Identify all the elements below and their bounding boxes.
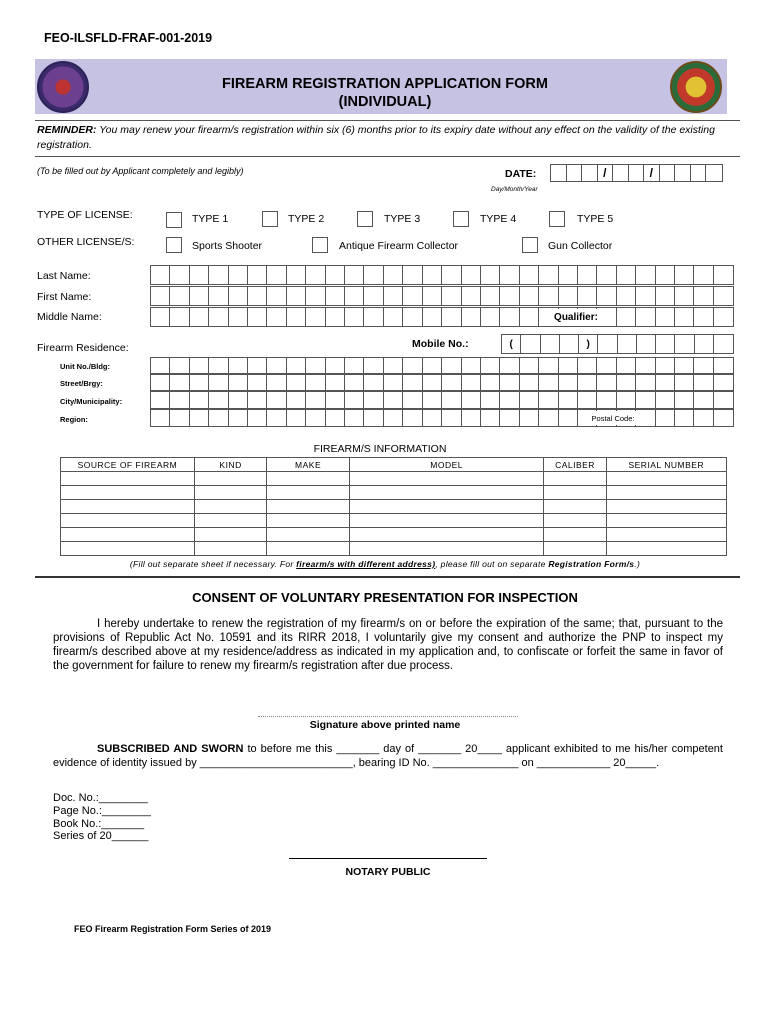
type-5-label: TYPE 5 (577, 213, 614, 225)
page-no: Page No.:________ (53, 804, 151, 817)
unit-field[interactable] (150, 357, 734, 374)
middle-name-label: Middle Name: (37, 311, 102, 323)
checkbox-type-2[interactable] (262, 211, 278, 227)
column-make: MAKE (267, 458, 350, 472)
form-title: FIREARM REGISTRATION APPLICATION FORM (222, 76, 548, 92)
mobile-field[interactable]: ( ) (501, 334, 734, 354)
column-caliber: CALIBER (544, 458, 606, 472)
reminder-text: You may renew your firearm/s registration within six (6) months prior to its expiry date without any effect on the validity of the existing registration. (37, 124, 715, 151)
checkbox-type-3[interactable] (357, 211, 373, 227)
table-row[interactable] (61, 472, 727, 486)
type-2-label: TYPE 2 (288, 213, 325, 225)
consent-title: CONSENT OF VOLUNTARY PRESENTATION FOR INSPECTION (192, 590, 578, 605)
checkbox-type-1[interactable] (166, 212, 182, 228)
firearm-note: (Fill out separate sheet if necessary. For firearm/s with different address), please fill out on separate Registration Form/s.) (129, 559, 641, 569)
firearm-info-title: FIREARM/S INFORMATION (313, 443, 447, 455)
antique-collector-label: Antique Firearm Collector (339, 240, 459, 252)
last-name-label: Last Name: (37, 270, 91, 282)
date-format-hint: Day/Month/Year (491, 186, 538, 193)
checkbox-type-5[interactable] (549, 211, 565, 227)
firearm-table-header (61, 458, 727, 472)
type-4-label: TYPE 4 (480, 213, 517, 225)
residence-label: Firearm Residence: (37, 342, 129, 354)
sworn-statement: SUBSCRIBED AND SWORN to before me this _______ day of _______ 20____ applicant exhibited to me his/her competent evidence of identity issued by _________________________, bearing ID No. ______________ on ____________ 20_____. (53, 743, 723, 769)
unit-label: Unit No./Bldg: (60, 362, 110, 371)
first-name-label: First Name: (37, 291, 92, 303)
column-source: SOURCE OF FIREARM (61, 458, 195, 472)
street-label: Street/Brgy: (60, 379, 103, 388)
checkbox-sports-shooter[interactable] (166, 237, 182, 253)
doc-no: Doc. No.:________ (53, 792, 148, 804)
firearm-table (60, 457, 727, 556)
type-3-label: TYPE 3 (384, 213, 421, 225)
form-code: FEO-ILSFLD-FRAF-001-2019 (44, 31, 213, 45)
street-field[interactable] (150, 374, 734, 391)
column-model: MODEL (349, 458, 544, 472)
sports-shooter-label: Sports Shooter (192, 240, 263, 252)
footer-text: FEO Firearm Registration Form Series of 2019 (74, 924, 272, 934)
table-row[interactable] (61, 542, 727, 556)
divider (35, 120, 740, 121)
last-name-field[interactable] (150, 265, 734, 285)
checkbox-gun-collector[interactable] (522, 237, 538, 253)
signature-label: Signature above printed name (309, 719, 461, 731)
column-kind: KIND (194, 458, 266, 472)
notary-signature-line[interactable] (289, 858, 487, 859)
region-label: Region: (60, 415, 88, 424)
reminder-label: REMINDER: (37, 124, 97, 136)
divider (35, 576, 740, 578)
notary-label: NOTARY PUBLIC (345, 866, 431, 878)
doc-details (53, 792, 151, 843)
column-serial: SERIAL NUMBER (606, 458, 726, 472)
table-row[interactable] (61, 500, 727, 514)
table-row[interactable] (61, 486, 727, 500)
divider (35, 156, 740, 157)
reminder (37, 123, 727, 153)
mobile-label: Mobile No.: (412, 338, 469, 350)
instruction-text: (To be filled out by Applicant completely and legibly) (37, 166, 244, 176)
consent-text: I hereby undertake to renew the registration of my firearm/s on or before the expiration of the same; that, pursuant to the provisions of Republic Act No. 10591 and its RIRR 2018, I voluntarily give my consent and authorize the PNP to inspect my firearm/s described above at my residence/address as indicated in my application and, to confiscate or forfeit the same in favor of the government for failure to renew my firearm/s registration after due process. (53, 618, 723, 672)
checkbox-antique-collector[interactable] (312, 237, 328, 253)
city-label: City/Municipality: (60, 397, 123, 406)
date-label: DATE: (505, 168, 537, 180)
series-no: Series of 20______ (53, 830, 149, 843)
first-name-field[interactable] (150, 286, 734, 306)
table-row[interactable] (61, 528, 727, 542)
other-license-label: OTHER LICENSE/S: (37, 236, 135, 248)
license-type-label: TYPE OF LICENSE: (37, 209, 133, 221)
gun-collector-label: Gun Collector (548, 240, 613, 252)
middle-name-field[interactable] (150, 307, 734, 327)
date-field[interactable]: / / (550, 164, 723, 182)
checkbox-type-4[interactable] (453, 211, 469, 227)
postal-code-label: Postal Code: (582, 411, 644, 425)
book-no: Book No.:_______ (53, 817, 145, 830)
type-1-label: TYPE 1 (192, 213, 229, 225)
region-field[interactable] (150, 409, 734, 427)
form-subtitle: (INDIVIDUAL) (338, 94, 432, 110)
city-field[interactable] (150, 391, 734, 409)
qualifier-label: Qualifier: (543, 309, 609, 326)
signature-line[interactable] (258, 716, 518, 717)
table-row[interactable] (61, 514, 727, 528)
